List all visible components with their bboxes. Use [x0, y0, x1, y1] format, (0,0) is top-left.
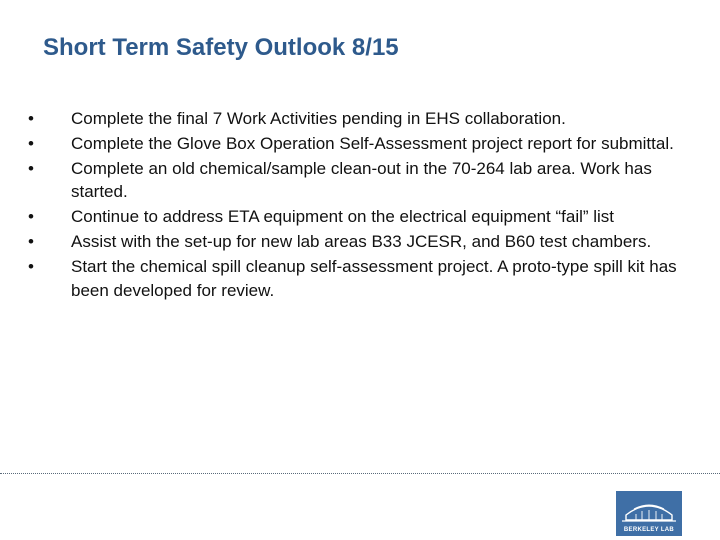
bullet-text: Complete an old chemical/sample clean-out in the 70-264 lab area. Work has started. — [71, 159, 652, 202]
bullet-item-3 — [28, 157, 678, 204]
bullet-icon: • — [28, 134, 34, 153]
bullet-icon: • — [28, 109, 34, 128]
bullet-text: Assist with the set-up for new lab areas B33 JCESR, and B60 test chambers. — [71, 232, 652, 252]
bullet-text: Complete the final 7 Work Activities pending in EHS collaboration. — [71, 109, 566, 128]
bullet-text: Complete the Glove Box Operation Self-Assessment project report for submittal. — [71, 134, 674, 153]
bullet-text: Start the chemical spill cleanup self-assessment project. A proto-type spill kit has been developed for review. — [71, 257, 677, 300]
bullet-icon: • — [28, 207, 34, 227]
bullet-list — [28, 107, 678, 304]
bullet-item-5 — [28, 230, 678, 253]
bullet-item-4 — [28, 205, 678, 228]
bullet-icon: • — [28, 232, 34, 252]
bullet-text: Continue to address ETA equipment on the electrical equipment “fail” list — [71, 207, 615, 227]
bullet-icon: • — [28, 159, 34, 178]
logo-text: BERKELEY LAB — [623, 527, 675, 533]
berkeley-lab-logo — [616, 491, 682, 536]
bullet-item-2 — [28, 132, 678, 155]
footer-divider — [0, 473, 720, 474]
slide-title: Short Term Safety Outlook 8/15 — [43, 34, 399, 61]
bullet-icon: • — [28, 257, 34, 277]
bullet-item-6 — [28, 255, 678, 302]
bullet-item-1 — [28, 107, 678, 130]
